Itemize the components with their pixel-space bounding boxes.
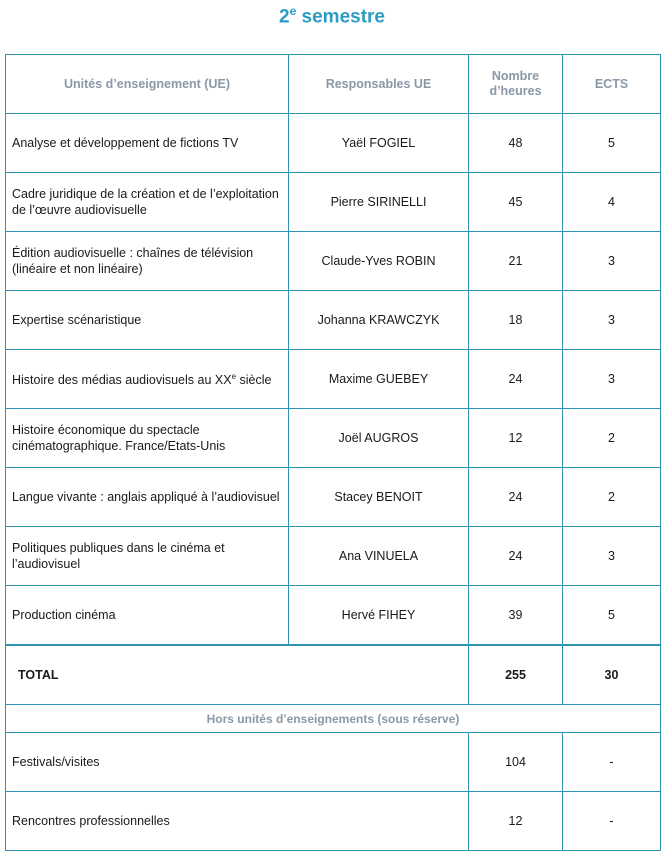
table-row: [6, 232, 661, 291]
header-responsables: Responsables UE: [289, 55, 469, 114]
header-heures: Nombre d’heures: [469, 55, 563, 114]
ects-cell: 3: [563, 527, 661, 586]
heures-cell: 21: [469, 232, 563, 291]
extra-heures: 104: [469, 733, 563, 792]
ue-cell: Politiques publiques dans le cinéma et l’audiovisuel: [6, 527, 289, 586]
responsable-cell: Claude-Yves ROBIN: [289, 232, 469, 291]
ects-cell: 3: [563, 291, 661, 350]
responsable-cell: Ana VINUELA: [289, 527, 469, 586]
total-ects: 30: [563, 645, 661, 705]
hors-ue-row: [6, 705, 661, 733]
responsable-cell: Johanna KRAWCZYK: [289, 291, 469, 350]
ue-cell: Expertise scénaristique: [6, 291, 289, 350]
extra-ects: -: [563, 792, 661, 851]
heures-cell: 24: [469, 350, 563, 409]
extra-row: [6, 733, 661, 792]
ects-cell: 5: [563, 114, 661, 173]
heures-cell: 48: [469, 114, 563, 173]
table-row: [6, 468, 661, 527]
ects-cell: 5: [563, 586, 661, 646]
ects-cell: 3: [563, 232, 661, 291]
responsable-cell: Joël AUGROS: [289, 409, 469, 468]
extra-row: [6, 792, 661, 851]
heures-cell: 24: [469, 527, 563, 586]
ects-cell: 2: [563, 468, 661, 527]
responsable-cell: Maxime GUEBEY: [289, 350, 469, 409]
table-row: [6, 173, 661, 232]
ects-cell: 2: [563, 409, 661, 468]
table-row: [6, 586, 661, 646]
ue-cell: Analyse et développement de fictions TV: [6, 114, 289, 173]
heures-cell: 45: [469, 173, 563, 232]
extra-ects: -: [563, 733, 661, 792]
table-row: [6, 114, 661, 173]
heures-cell: 18: [469, 291, 563, 350]
header-ects: ECTS: [563, 55, 661, 114]
header-ue: Unités d’enseignement (UE): [6, 55, 289, 114]
total-heures: 255: [469, 645, 563, 705]
responsable-cell: Yaël FOGIEL: [289, 114, 469, 173]
ue-cell: Production cinéma: [6, 586, 289, 646]
table-row: [6, 291, 661, 350]
extra-heures: 12: [469, 792, 563, 851]
responsable-cell: Pierre SIRINELLI: [289, 173, 469, 232]
heures-cell: 39: [469, 586, 563, 646]
heures-cell: 24: [469, 468, 563, 527]
ects-cell: 3: [563, 350, 661, 409]
total-row: [6, 645, 661, 705]
page-title: 2e semestre: [279, 4, 385, 28]
table-header-row: [6, 55, 661, 114]
table-row: [6, 409, 661, 468]
ue-cell: Histoire économique du spectacle cinématographique. France/Etats-Unis: [6, 409, 289, 468]
responsable-cell: Hervé FIHEY: [289, 586, 469, 646]
table-row: [6, 350, 661, 409]
ue-cell: Édition audiovisuelle : chaînes de télévision (linéaire et non linéaire): [6, 232, 289, 291]
extra-label: Rencontres professionnelles: [6, 792, 469, 851]
semester-table: [5, 54, 661, 851]
hors-ue-label: Hors unités d’enseignements (sous réserve): [6, 705, 661, 733]
table-row: [6, 527, 661, 586]
heures-cell: 12: [469, 409, 563, 468]
ue-cell: Cadre juridique de la création et de l’exploitation de l’œuvre audiovisuelle: [6, 173, 289, 232]
total-label: TOTAL: [6, 645, 469, 705]
ue-cell: Histoire des médias audiovisuels au XXe siècle: [6, 350, 289, 409]
extra-label: Festivals/visites: [6, 733, 469, 792]
ue-cell: Langue vivante : anglais appliqué à l’audiovisuel: [6, 468, 289, 527]
ects-cell: 4: [563, 173, 661, 232]
responsable-cell: Stacey BENOIT: [289, 468, 469, 527]
